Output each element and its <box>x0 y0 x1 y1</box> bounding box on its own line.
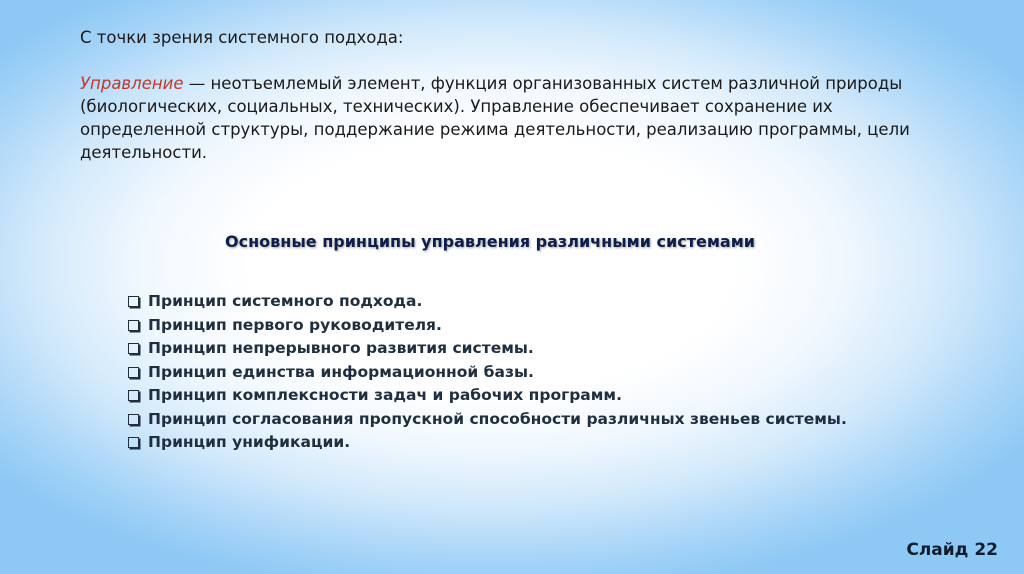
list-item-text: Принцип комплексности задач и рабочих программ. <box>148 386 622 404</box>
list-item-text: Принцип единства информационной базы. <box>148 362 534 381</box>
list-item-text: Принцип первого руководителя. <box>148 315 442 334</box>
definition-term: Управление <box>80 74 184 93</box>
checkbox-icon <box>128 343 139 354</box>
principles-list <box>128 290 847 455</box>
checkbox-icon <box>128 437 139 448</box>
list-item-text: Принцип непрерывного развития системы. <box>148 339 534 357</box>
list-item <box>128 431 847 455</box>
list-item-text: Принцип унификации. <box>148 433 351 451</box>
checkbox-icon <box>128 367 139 378</box>
list-item-text: Принцип системного подхода. <box>148 292 423 310</box>
checkbox-icon <box>128 414 139 425</box>
intro-heading: С точки зрения системного подхода: <box>80 28 404 47</box>
list-item <box>128 408 847 432</box>
list-item <box>128 384 847 408</box>
list-item <box>128 337 847 361</box>
checkbox-icon <box>128 390 139 401</box>
list-item <box>128 361 847 385</box>
list-item-text: Принцип согласования пропускной способности различных звеньев системы. <box>148 409 847 428</box>
definition-paragraph <box>80 72 960 164</box>
list-item <box>128 290 847 314</box>
definition-text: — неотъемлемый элемент, функция организованных систем различной природы (биологических, социальных, технических). Управление обеспечивает сохранение их определенной структуры, поддержание режима деятельности, реализацию программы, цели деятельности. <box>80 74 910 162</box>
checkbox-icon <box>128 296 139 307</box>
list-item <box>128 314 847 338</box>
checkbox-icon <box>128 320 139 331</box>
slide-number: Слайд 22 <box>906 540 998 560</box>
intro-block <box>80 26 960 164</box>
principles-title: Основные принципы управления различными системами <box>225 232 755 251</box>
